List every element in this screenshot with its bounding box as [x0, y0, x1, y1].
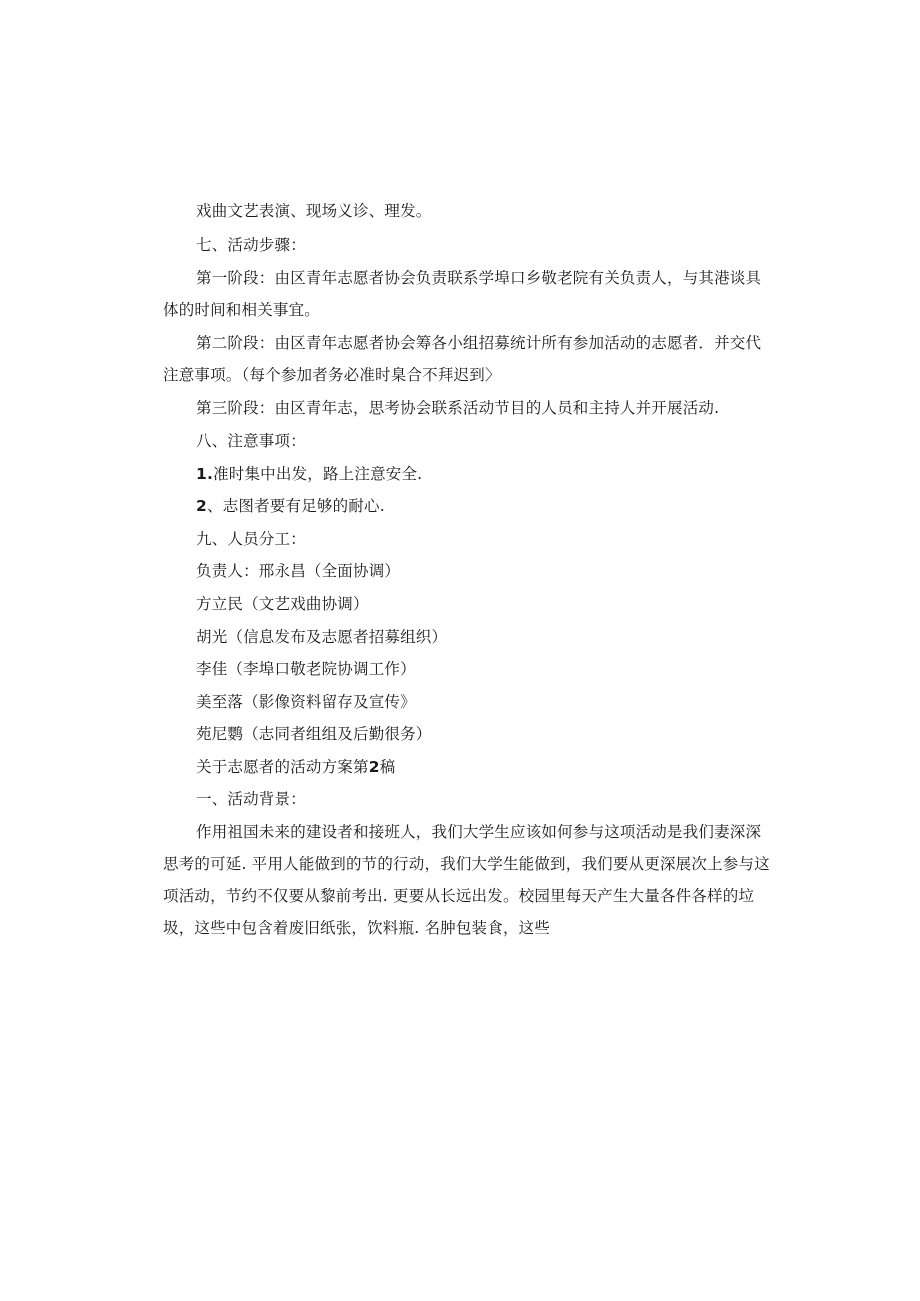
list-item-text: 、志图者要有足够的耐心. — [207, 497, 385, 515]
list-item — [196, 464, 422, 484]
text-line: 作用祖国未来的建设者和接班人，我们大学生应该如何参与这项活动是我们妻深深 — [196, 823, 762, 841]
section-heading-steps: 七、活动步骤： — [196, 236, 306, 254]
list-number: 1. — [196, 465, 214, 483]
section-heading-background: 一、活动背景： — [196, 790, 306, 808]
list-number: 2 — [196, 497, 207, 515]
text-line: 美至落（影像资料留存及宣传》 — [196, 693, 416, 711]
text-line: 思考的可延. 平用人能做到的节的行动，我们大学生能做到，我们要从更深展次上参与这 — [163, 855, 770, 873]
text-line: 体的时间和相关事宜。 — [163, 301, 321, 319]
list-item — [196, 496, 385, 516]
title-text: 关于志愿者的活动方案第 — [196, 758, 369, 776]
title-number: 2 — [368, 758, 380, 776]
section-heading-staff: 九、人员分工： — [196, 530, 306, 548]
list-item-text: 准时集中出发，路上注意安全. — [213, 465, 423, 483]
text-line: 负责人：邢永昌（全面协调） — [196, 562, 401, 580]
text-line: 第一阶段：由区青年志愿者协会负责联系学埠口乡敬老院有关负责人，与其港谈具 — [196, 269, 762, 287]
text-line: 圾，这些中包含着废旧纸张，饮料瓶. 名肿包装食，这些 — [163, 919, 551, 937]
text-line: 项活动，节约不仅要从黎前考出. 更要从长远出发。校园里每天产生大量各件各样的垃 — [163, 887, 755, 905]
text-line: 第二阶段：由区青年志愿者协会筹各小组招募统计所有参加活动的志愿者．并交代 — [196, 334, 762, 352]
text-line: 第三阶段：由区青年志，思考协会联系活动节目的人员和主持人并开展活动. — [196, 399, 720, 417]
text-line: 戏曲文艺表演、现场义诊、理发。 — [196, 202, 432, 220]
text-line: 注意事项。（每个参加者务必准时臬合不拜迟到〉 — [163, 366, 501, 384]
text-line: 苑尼鹦（志同者组组及后勤很务） — [196, 725, 432, 743]
document-title — [196, 757, 395, 777]
section-heading-notes: 八、注意事项： — [196, 432, 306, 450]
title-suffix: 稿 — [379, 758, 396, 776]
text-line: 李佳（李埠口敬老院协调工作） — [196, 660, 416, 678]
text-line: 胡光（信息发布及志愿者招募组织） — [196, 628, 448, 646]
text-line: 方立民（文艺戏曲协调） — [196, 595, 369, 613]
